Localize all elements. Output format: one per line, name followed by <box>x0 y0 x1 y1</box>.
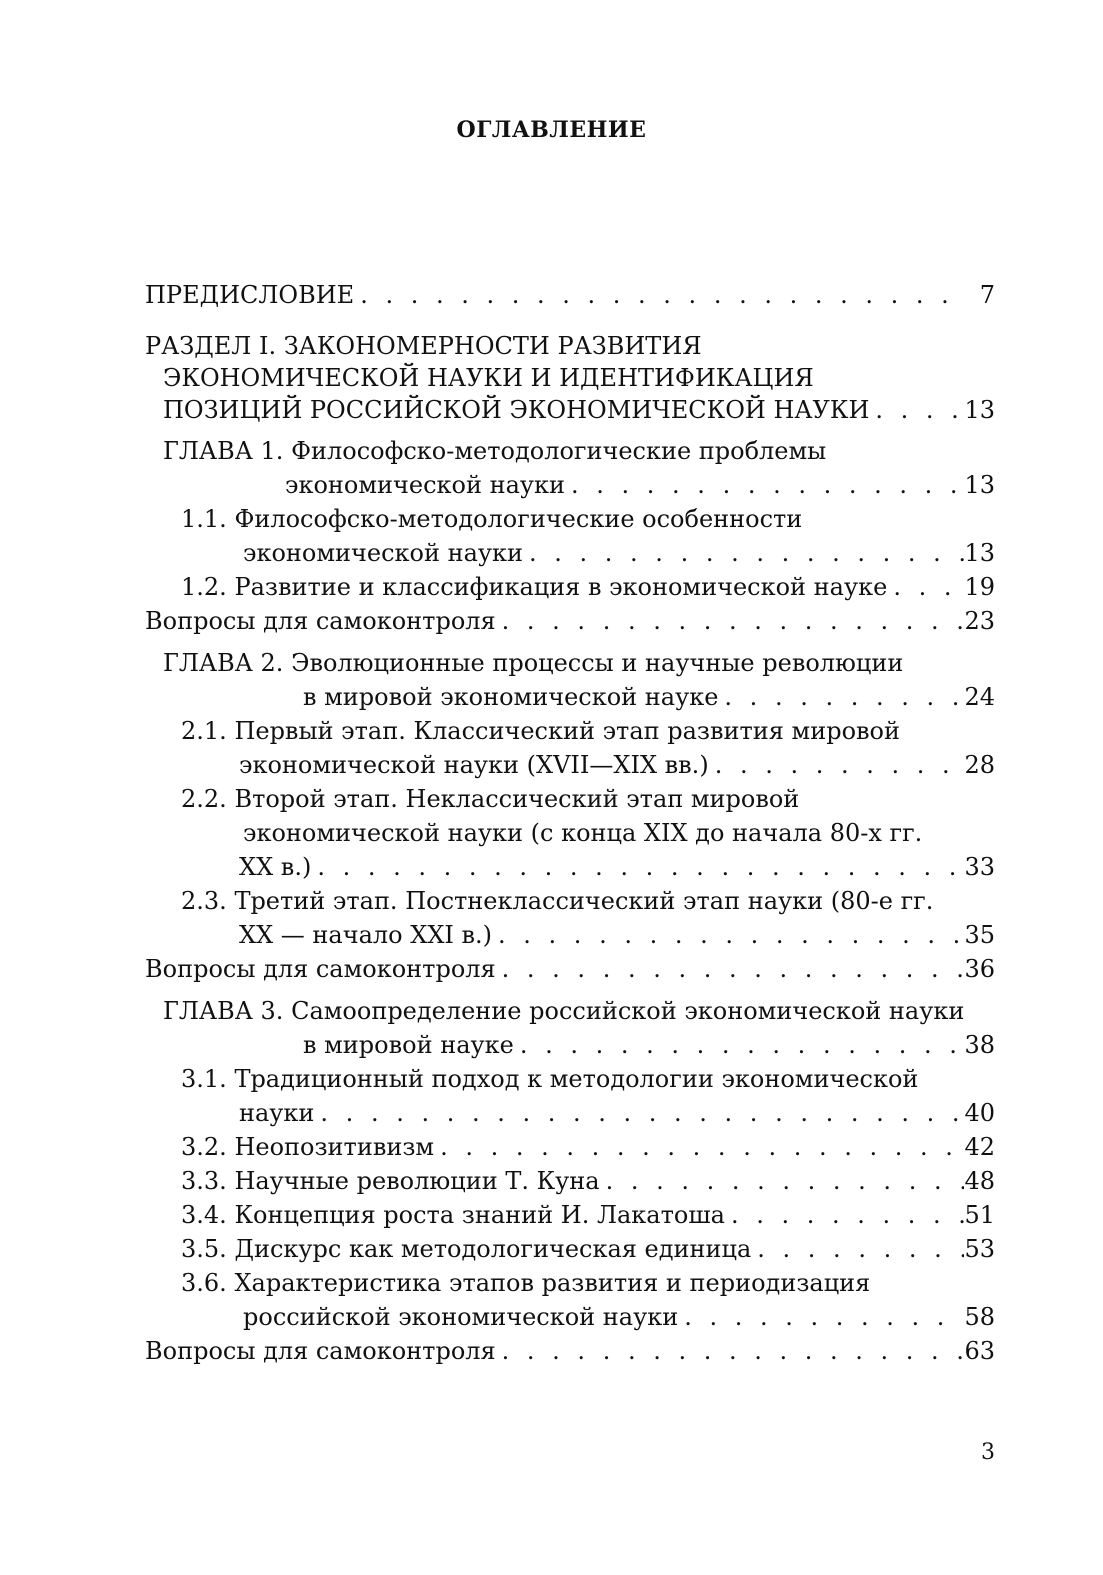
toc-entry-3-3[interactable] <box>145 1164 995 1198</box>
toc-page-number: 35 <box>964 921 995 949</box>
leader-dots <box>678 1300 964 1334</box>
toc-entry-text: экономической науки <box>285 471 566 499</box>
toc-entry-text: Самоопределение российской экономической науки <box>291 997 965 1025</box>
leader-dots <box>514 1028 965 1062</box>
leader-dots <box>725 1198 965 1232</box>
toc-entry-3-4[interactable] <box>145 1198 995 1232</box>
toc-entry-text: Вопросы для самоконтроля <box>145 1337 496 1365</box>
chapter-label: ГЛАВА 1. <box>163 437 284 465</box>
toc-entry-text: Характеристика этапов развития и периодизация <box>234 1269 871 1297</box>
toc-entry-text: ЭКОНОМИЧЕСКОЙ НАУКИ И ИДЕНТИФИКАЦИЯ <box>163 364 814 392</box>
toc-entry-3-6[interactable] <box>145 1266 995 1334</box>
leader-dots <box>496 604 965 638</box>
section-number: 2.1. <box>181 717 227 745</box>
leader-dots <box>314 1096 964 1130</box>
section-number: 3.3. <box>181 1167 227 1195</box>
leader-dots <box>869 394 964 426</box>
toc-entry-text: Дискурс как методологическая единица <box>234 1235 752 1263</box>
toc-entry-text: Развитие и классификация в экономической науке <box>234 573 888 601</box>
toc-entry-text: Концепция роста знаний И. Лакатоша <box>234 1201 725 1229</box>
toc-entry-3-2[interactable] <box>145 1130 995 1164</box>
toc-entry-chapter-1[interactable] <box>145 434 995 502</box>
toc-page-number: 48 <box>964 1167 995 1195</box>
toc-page-number: 63 <box>964 1337 995 1365</box>
toc-entry-questions-3[interactable] <box>145 1334 995 1368</box>
toc-entry-1-2[interactable] <box>145 570 995 604</box>
leader-dots <box>751 1232 964 1266</box>
toc-entry-chapter-2[interactable] <box>145 646 995 714</box>
leader-dots <box>718 680 964 714</box>
toc-entry-text: в мировой науке <box>303 1031 514 1059</box>
toc-page-number: 38 <box>964 1031 995 1059</box>
section-number: 3.1. <box>181 1065 227 1093</box>
toc-entry-text: науки <box>239 1099 315 1127</box>
leader-dots <box>492 918 964 952</box>
toc-page-number: 28 <box>964 751 995 779</box>
toc-entry-text: Эволюционные процессы и научные революции <box>291 649 904 677</box>
toc-page-number: 42 <box>964 1133 995 1161</box>
leader-dots <box>565 468 964 502</box>
toc-entry-text: XX в.) <box>239 853 312 881</box>
toc-page-number: 13 <box>964 471 995 499</box>
toc-page-number: 13 <box>964 539 995 567</box>
leader-dots <box>887 570 964 604</box>
toc-entry-3-1[interactable] <box>145 1062 995 1130</box>
toc-page-number: 19 <box>964 573 995 601</box>
chapter-label: ГЛАВА 3. <box>163 997 284 1025</box>
leader-dots <box>600 1164 965 1198</box>
leader-dots <box>496 952 965 986</box>
toc-entry-text: Третий этап. Постнеклассический этап науки (80-е гг. <box>234 887 934 915</box>
section-number: 2.2. <box>181 785 227 813</box>
toc-page-number: 13 <box>964 396 995 424</box>
section-number: 3.4. <box>181 1201 227 1229</box>
chapter-label: ГЛАВА 2. <box>163 649 284 677</box>
leader-dots <box>496 1334 965 1368</box>
toc-entry-questions-2[interactable] <box>145 952 995 986</box>
leader-dots <box>434 1130 964 1164</box>
leader-dots <box>709 748 965 782</box>
toc-entry-text: экономической науки (с конца XIX до начала 80-х гг. <box>243 819 923 847</box>
toc-page-number: 36 <box>964 955 995 983</box>
toc-entry-2-1[interactable] <box>145 714 995 782</box>
toc-entry-questions-1[interactable] <box>145 604 995 638</box>
toc-entry-text: ПОЗИЦИЙ РОССИЙСКОЙ ЭКОНОМИЧЕСКОЙ НАУКИ <box>163 396 870 424</box>
toc-entry-text: Второй этап. Неклассический этап мировой <box>234 785 800 813</box>
toc-page-number: 53 <box>964 1235 995 1263</box>
toc-title: ОГЛАВЛЕНИЕ <box>456 117 647 143</box>
toc-entry-3-5[interactable] <box>145 1232 995 1266</box>
toc-entry-1-1[interactable] <box>145 502 995 570</box>
toc-entry-text: экономической науки <box>243 539 524 567</box>
toc-page-number: 40 <box>964 1099 995 1127</box>
toc-entry-text: Вопросы для самоконтроля <box>145 955 496 983</box>
toc-entry-text: ПРЕДИСЛОВИЕ <box>145 281 355 309</box>
section-number: 2.3. <box>181 887 227 915</box>
leader-dots <box>354 278 967 312</box>
section-number: 3.5. <box>181 1235 227 1263</box>
toc-entry-text: Философско-методологические особенности <box>234 505 803 533</box>
section-number: 1.1. <box>181 505 227 533</box>
section-number: 3.6. <box>181 1269 227 1297</box>
toc-entry-section-1[interactable] <box>145 330 995 426</box>
toc-entry-2-2[interactable] <box>145 782 995 884</box>
toc-page-number: 33 <box>964 853 995 881</box>
table-of-contents <box>145 278 995 1368</box>
toc-page-number: 51 <box>964 1201 995 1229</box>
toc-entry-text: в мировой экономической науке <box>303 683 719 711</box>
toc-page-number: 58 <box>964 1303 995 1331</box>
toc-entry-text: РАЗДЕЛ I. ЗАКОНОМЕРНОСТИ РАЗВИТИЯ <box>145 332 702 360</box>
toc-entry-text: Первый этап. Классический этап развития мировой <box>234 717 900 745</box>
toc-entry-text: Неопозитивизм <box>234 1133 435 1161</box>
toc-entry-text: Философско-методологические проблемы <box>291 437 827 465</box>
toc-entry-text: Научные революции Т. Куна <box>234 1167 600 1195</box>
toc-entry-chapter-3[interactable] <box>145 994 995 1062</box>
section-number: 1.2. <box>181 573 227 601</box>
section-number: 3.2. <box>181 1133 227 1161</box>
leader-dots <box>311 850 964 884</box>
toc-entry-2-3[interactable] <box>145 884 995 952</box>
page-number: 3 <box>981 1440 995 1465</box>
toc-entry-text: Традиционный подход к методологии экономической <box>234 1065 919 1093</box>
toc-entry-text: XX — начало XXI в.) <box>239 921 493 949</box>
toc-page-number: 23 <box>964 607 995 635</box>
toc-page-number: 24 <box>964 683 995 711</box>
leader-dots <box>523 536 964 570</box>
toc-entry-text: экономической науки (XVII—XIX вв.) <box>239 751 709 779</box>
toc-entry-text: российской экономической науки <box>243 1303 679 1331</box>
toc-entry-preface[interactable] <box>145 278 995 312</box>
toc-page-number: 7 <box>979 281 995 309</box>
toc-entry-text: Вопросы для самоконтроля <box>145 607 496 635</box>
